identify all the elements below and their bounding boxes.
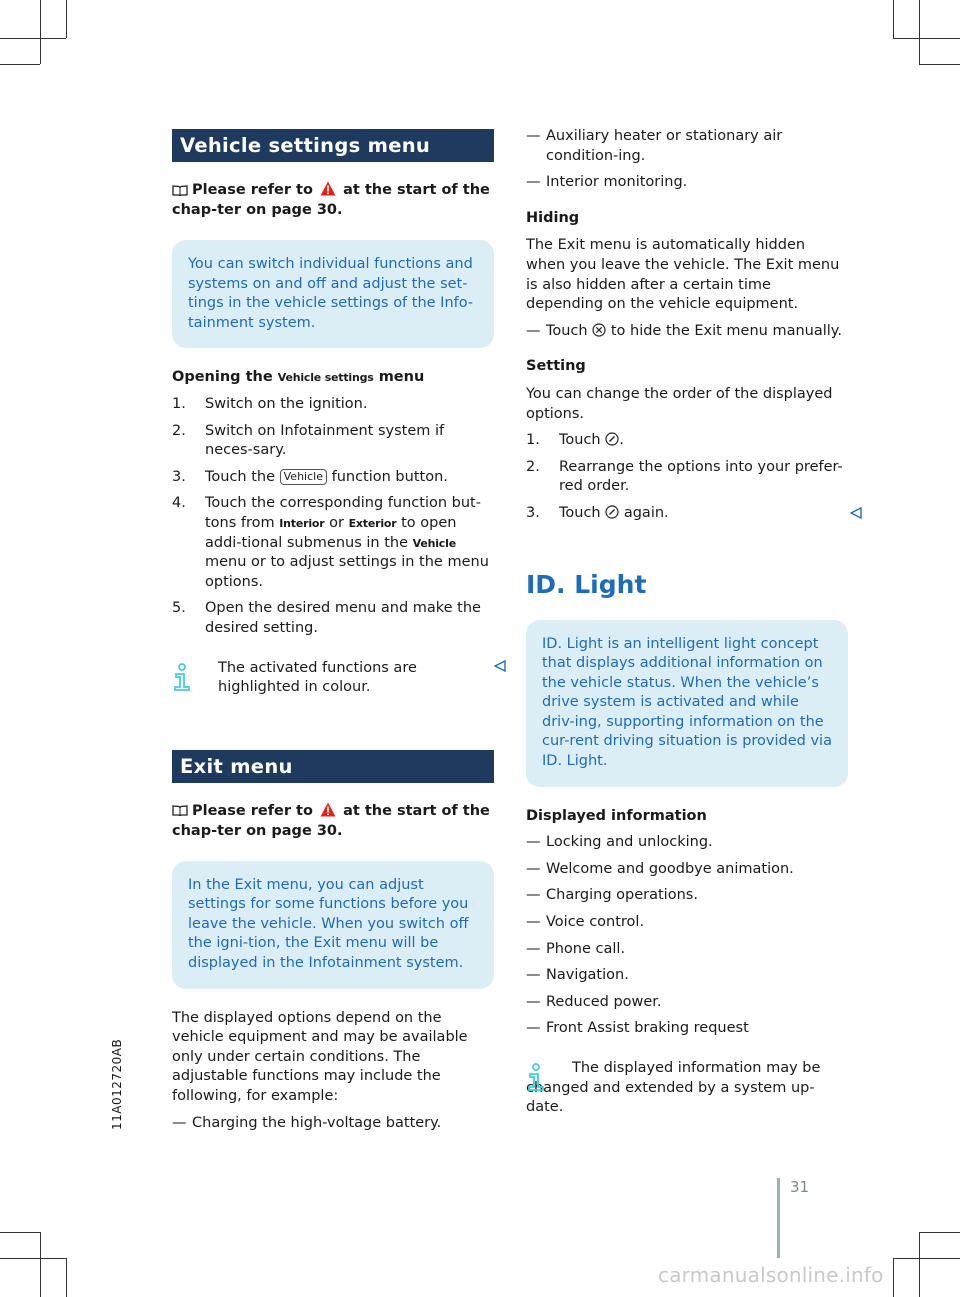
warning-icon bbox=[320, 802, 336, 817]
displayed-information-list bbox=[526, 833, 848, 1039]
close-circle-icon bbox=[592, 323, 606, 337]
document-code: 11A012720AB bbox=[110, 1038, 124, 1130]
list-item: — Navigation. bbox=[526, 966, 848, 986]
exit-options-list-continued bbox=[526, 127, 848, 193]
list-item: — Locking and unlocking. bbox=[526, 833, 848, 853]
watermark: carmanualsonline.info bbox=[658, 1263, 884, 1287]
id-light-intro: ID. Light is an intelligent light concept that displays additional information on the vehicle status. When the vehicle’s drive system is activated and while driv-ing, supporting information on the cur-rent driving situation is provided via ID. Light. bbox=[526, 620, 848, 787]
crop-mark bbox=[893, 1258, 960, 1259]
book-icon bbox=[172, 805, 188, 816]
list-item: 3. Touch again. bbox=[526, 504, 669, 521]
crop-mark bbox=[40, 1232, 41, 1297]
book-icon bbox=[172, 185, 188, 196]
list-item: — Charging the high-voltage battery. bbox=[172, 1114, 494, 1134]
info-icon bbox=[172, 663, 192, 691]
crop-mark bbox=[893, 1258, 894, 1297]
displayed-information-heading: Displayed information bbox=[526, 807, 707, 824]
crop-mark bbox=[919, 1232, 960, 1233]
crop-mark bbox=[0, 38, 66, 39]
setting-text: You can change the order of the displayed options. bbox=[526, 385, 833, 422]
left-column bbox=[172, 129, 494, 1133]
list-item: 3. Touch the Vehicle function button. bbox=[172, 468, 448, 485]
crop-mark bbox=[0, 1258, 66, 1259]
vehicle-function-button-label: Vehicle bbox=[280, 469, 327, 485]
hiding-text: The Exit menu is automatically hidden when you leave the vehicle. The Exit menu is also hidden after a certain time depending on the vehicle equipment. bbox=[526, 237, 840, 313]
exit-menu-heading: Exit menu bbox=[172, 750, 494, 783]
list-item: — Charging operations. bbox=[526, 886, 848, 906]
vehicle-settings-reference: Please refer to at the start of the chap-ter on page 30. bbox=[172, 182, 490, 218]
hiding-heading: Hiding bbox=[526, 209, 580, 226]
crop-mark bbox=[66, 1258, 67, 1297]
list-item: — Interior monitoring. bbox=[526, 173, 848, 193]
opening-menu-heading: Opening the Vehicle settings menu bbox=[172, 369, 425, 386]
section-end-icon bbox=[850, 507, 862, 519]
crop-mark bbox=[0, 64, 40, 65]
page-number: 31 bbox=[790, 1178, 810, 1196]
vehicle-settings-heading: Vehicle settings menu bbox=[172, 129, 494, 162]
crop-mark bbox=[893, 38, 960, 39]
section-end-icon bbox=[494, 660, 506, 672]
list-item: 4. Touch the corresponding function but-tons from Interior or Exterior to open addi-tional submenus in the Vehicle menu or to adjust settings in the menu options. bbox=[172, 495, 489, 590]
crop-mark bbox=[919, 0, 920, 64]
exit-menu-body: The displayed options depend on the vehicle equipment and may be available only under certain conditions. The adjustable functions may include the following, for example: bbox=[172, 1009, 468, 1105]
list-item: — Front Assist braking request bbox=[526, 1019, 848, 1039]
setting-steps bbox=[526, 431, 848, 523]
crop-mark bbox=[919, 1232, 920, 1297]
edit-circle-icon bbox=[605, 505, 619, 519]
list-item: 1. Touch . bbox=[526, 432, 624, 449]
crop-mark bbox=[919, 64, 960, 65]
id-light-note: The displayed information may be changed and extended by a system up-date. bbox=[526, 1060, 821, 1116]
list-item: 2. Rearrange the options into your prefer-red order. bbox=[526, 458, 843, 495]
vehicle-settings-note: The activated functions are highlighted in colour. bbox=[172, 659, 494, 698]
exit-menu-reference: Please refer to at the start of the chap-ter on page 30. bbox=[172, 802, 490, 839]
crop-mark bbox=[893, 0, 894, 38]
list-item: — Reduced power. bbox=[526, 993, 848, 1013]
info-icon bbox=[526, 1063, 546, 1091]
exit-menu-intro: In the Exit menu, you can adjust settings for some functions before you leave the vehicle. When you switch off the igni-tion, the Exit menu will be displayed in the Infotainment system. bbox=[172, 861, 494, 989]
opening-steps bbox=[172, 395, 494, 639]
edit-circle-icon bbox=[605, 432, 619, 446]
crop-mark bbox=[0, 1232, 40, 1233]
page-number-rule bbox=[777, 1178, 780, 1258]
id-light-title: ID. Light bbox=[526, 569, 647, 599]
vehicle-settings-intro: You can switch individual functions and systems on and off and adjust the set-tings in the vehicle settings of the Info-tainment system. bbox=[172, 240, 494, 348]
list-item: 5. Open the desired menu and make the desired setting. bbox=[172, 600, 481, 636]
crop-mark bbox=[66, 0, 67, 38]
list-item: — Auxiliary heater or stationary air condition-ing. bbox=[526, 127, 848, 166]
list-item: 1. Switch on the ignition. bbox=[172, 395, 368, 412]
right-column bbox=[526, 127, 848, 1118]
list-item: — Voice control. bbox=[526, 913, 848, 933]
list-item: 2. Switch on Infotainment system if neces-sary. bbox=[172, 422, 445, 459]
list-item: — Touch to hide the Exit menu manually. bbox=[526, 322, 848, 342]
hiding-action bbox=[526, 322, 848, 342]
setting-heading: Setting bbox=[526, 358, 586, 375]
warning-icon bbox=[320, 181, 336, 196]
exit-options-list bbox=[172, 1114, 494, 1134]
list-item: — Phone call. bbox=[526, 940, 848, 960]
list-item: — Welcome and goodbye animation. bbox=[526, 860, 848, 880]
crop-mark bbox=[40, 0, 41, 64]
